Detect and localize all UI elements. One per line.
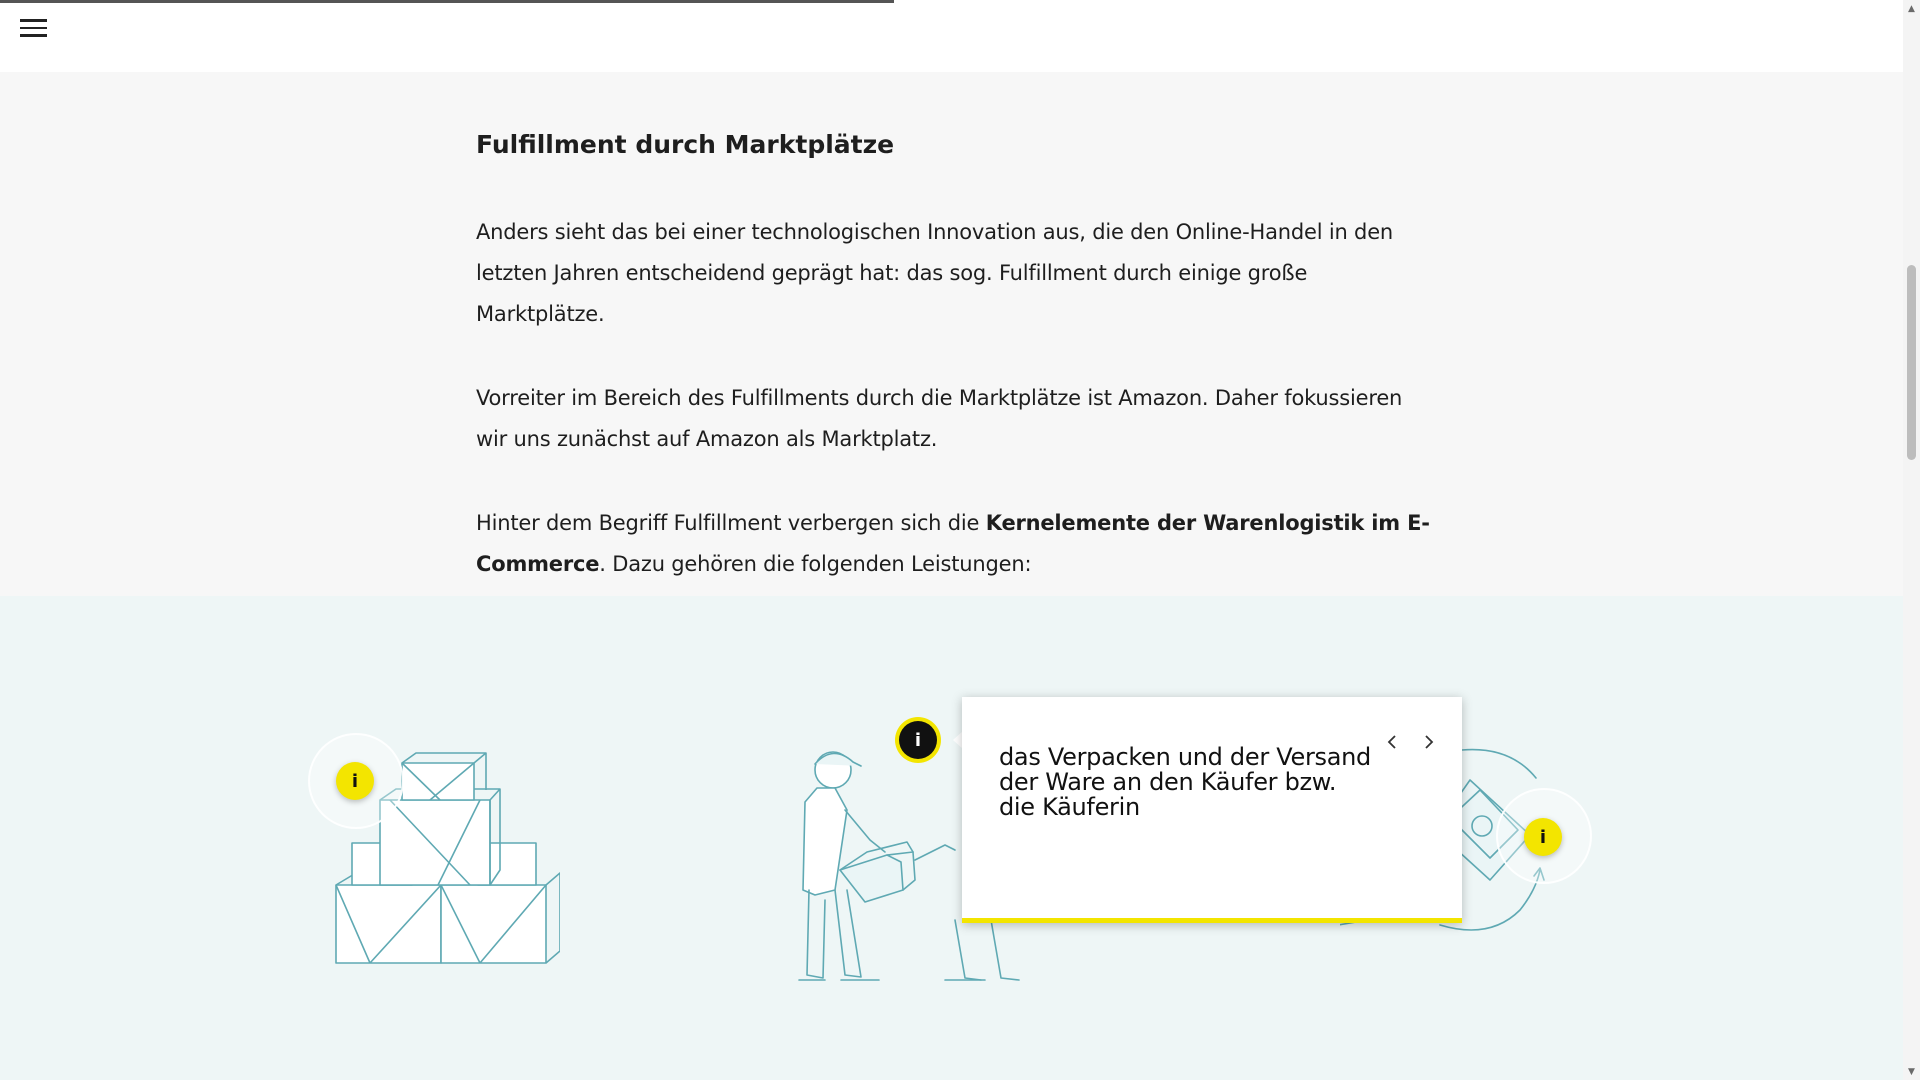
info-hotspot-packing[interactable]: i xyxy=(899,721,937,759)
paragraph-3-text-end: . Dazu gehören die folgenden Leistungen: xyxy=(599,552,1032,576)
info-popup xyxy=(962,697,1462,923)
scroll-thumb[interactable] xyxy=(1907,265,1916,460)
paragraph-3-text: Hinter dem Begriff Fulfillment verbergen sich die xyxy=(476,511,986,535)
scrollbar[interactable] xyxy=(1903,0,1920,1080)
popup-accent-bar xyxy=(962,918,1462,923)
chevron-right-icon[interactable] xyxy=(1417,730,1441,754)
paragraph-1: Anders sieht das bei einer technologischen Innovation aus, die den Online-Handel in den letzten Jahren entscheidend geprägt hat: das sog. Fulfillment durch einige große Marktplätze. xyxy=(476,220,1394,326)
hamburger-menu-icon[interactable] xyxy=(18,16,48,40)
article-content xyxy=(476,128,1431,628)
chevron-left-icon[interactable] xyxy=(1380,730,1404,754)
reading-progress-bar xyxy=(0,0,894,3)
scroll-up-icon[interactable]: ▲ xyxy=(1908,3,1915,14)
scroll-down-icon[interactable]: ▼ xyxy=(1908,1066,1915,1077)
top-bar xyxy=(0,0,1903,72)
section-heading: Fulfillment durch Marktplätze xyxy=(476,130,895,159)
info-hotspot-boxes[interactable]: i xyxy=(336,762,374,800)
info-hotspot-return[interactable]: i xyxy=(1524,818,1562,856)
paragraph-3-bold: Kernelemente der Warenlogistik im E-Commerce xyxy=(476,511,1430,576)
article-section xyxy=(0,72,1903,596)
paragraph-3 xyxy=(476,503,1431,585)
popup-text: das Verpacken und der Versand der Ware an den Käufer bzw. die Käuferin xyxy=(999,743,1371,821)
paragraph-2: Vorreiter im Bereich des Fulfillments durch die Marktplätze ist Amazon. Daher fokussieren wir uns zunächst auf Amazon als Marktplatz. xyxy=(476,386,1403,451)
